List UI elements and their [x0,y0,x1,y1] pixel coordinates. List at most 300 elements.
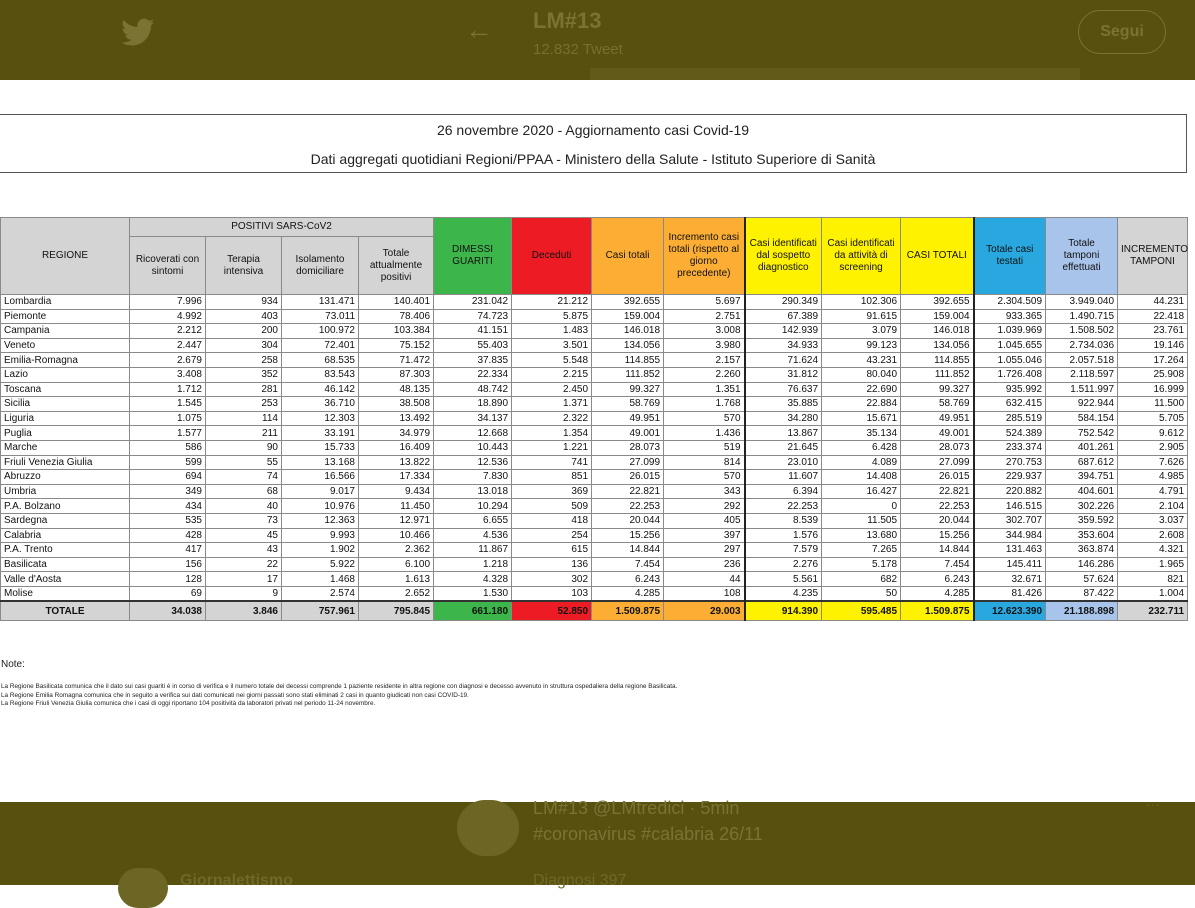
reply-text: #coronavirus #calabria 26/11 [533,824,763,844]
cell-tamponi: 404.601 [1046,484,1118,499]
cell-incremento-tamponi: 4.985 [1118,470,1188,485]
header-ricoverati: Ricoverati con sintomi [130,237,206,295]
cell-terapia: 258 [206,353,282,368]
table-row [1,324,1188,339]
notes-title: Note: [1,659,25,670]
table-row [1,528,1188,543]
cell-isolamento: 15.733 [282,440,359,455]
cell-incremento: 570 [664,411,745,426]
cell-terapia: 253 [206,397,282,412]
cell-sospetto: 290.349 [745,295,822,310]
table-total-row [1,601,1188,621]
cell-screening: 5.178 [822,557,901,572]
cell-incremento: 236 [664,557,745,572]
cell-dimessi: 41.151 [434,324,512,339]
cell-screening: 22.690 [822,382,901,397]
table-body [1,295,1188,621]
cell-screening: 91.615 [822,309,901,324]
cell-dimessi: 661.180 [434,601,512,621]
cell-regione: TOTALE [1,601,130,621]
cell-sospetto: 35.885 [745,397,822,412]
cell-tamponi: 401.261 [1046,440,1118,455]
cell-sospetto: 22.253 [745,499,822,514]
cell-ricoverati: 599 [130,455,206,470]
cell-sospetto: 7.579 [745,543,822,558]
cell-deceduti: 52.850 [512,601,592,621]
back-arrow-icon[interactable]: ← [465,14,493,45]
cell-screening: 35.134 [822,426,901,441]
cell-sospetto: 76.637 [745,382,822,397]
cell-dimessi: 1.530 [434,586,512,601]
cell-ricoverati: 2.212 [130,324,206,339]
twitter-bird-icon[interactable] [120,15,156,51]
header-incremento: Incremento casi totali (rispetto al giorno precedente) [664,218,745,295]
cell-testati: 81.426 [974,586,1046,601]
cell-casi-totali: 28.073 [592,440,664,455]
table-row [1,586,1188,601]
table-row [1,484,1188,499]
cell-isolamento: 100.972 [282,324,359,339]
cell-totale-positivi: 38.508 [359,397,434,412]
table-row [1,411,1188,426]
tweet-count: 12.832 Tweet [533,41,623,58]
cell-terapia: 90 [206,440,282,455]
cell-terapia: 55 [206,455,282,470]
cell-casi-totali-2: 15.256 [901,528,974,543]
cell-incremento: 297 [664,543,745,558]
cell-casi-totali-2: 27.099 [901,455,974,470]
cell-isolamento: 72.401 [282,338,359,353]
header-screening: Casi identificati da attività di screening [822,218,901,295]
cell-ricoverati: 428 [130,528,206,543]
cell-casi-totali-2: 392.655 [901,295,974,310]
cell-testati: 12.623.390 [974,601,1046,621]
cell-casi-totali: 58.769 [592,397,664,412]
cell-terapia: 40 [206,499,282,514]
cell-sospetto: 34.933 [745,338,822,353]
cell-totale-positivi: 795.845 [359,601,434,621]
cell-totale-positivi: 10.466 [359,528,434,543]
more-icon[interactable]: ··· [1146,796,1160,812]
cell-casi-totali-2: 99.327 [901,382,974,397]
cell-testati: 220.882 [974,484,1046,499]
cell-dimessi: 4.536 [434,528,512,543]
note-line: La Regione Friuli Venezia Giulia comunica che i casi di oggi riportano 104 positività da laboratori privati nel periodo 11-24 novembre. [1,700,376,708]
cell-dimessi: 4.328 [434,572,512,587]
cell-incremento-tamponi: 2.905 [1118,440,1188,455]
cell-incremento-tamponi: 232.711 [1118,601,1188,621]
cell-ricoverati: 69 [130,586,206,601]
cell-incremento: 519 [664,440,745,455]
cell-terapia: 9 [206,586,282,601]
cell-incremento: 44 [664,572,745,587]
cell-testati: 131.463 [974,543,1046,558]
cell-ricoverati: 694 [130,470,206,485]
cell-dimessi: 55.403 [434,338,512,353]
cell-tamponi: 353.604 [1046,528,1118,543]
cell-incremento: 29.003 [664,601,745,621]
cell-casi-totali-2: 49.951 [901,411,974,426]
cell-isolamento: 12.303 [282,411,359,426]
cell-terapia: 22 [206,557,282,572]
cell-terapia: 74 [206,470,282,485]
table-row [1,295,1188,310]
cell-regione: Sardegna [1,513,130,528]
header-totale-positivi: Totale attualmente positivi [359,237,434,295]
cell-regione: Marche [1,440,130,455]
header-positivi-group: POSITIVI SARS-CoV2 [130,218,434,237]
cell-isolamento: 12.363 [282,513,359,528]
cell-incremento: 1.351 [664,382,745,397]
cell-isolamento: 13.168 [282,455,359,470]
cell-deceduti: 136 [512,557,592,572]
cell-ricoverati: 4.992 [130,309,206,324]
cell-regione: P.A. Trento [1,543,130,558]
cell-deceduti: 418 [512,513,592,528]
cell-casi-totali: 99.327 [592,382,664,397]
cell-totale-positivi: 13.492 [359,411,434,426]
cell-tamponi: 584.154 [1046,411,1118,426]
cell-casi-totali: 15.256 [592,528,664,543]
cell-regione: P.A. Bolzano [1,499,130,514]
cell-incremento: 108 [664,586,745,601]
cell-casi-totali: 22.821 [592,484,664,499]
cell-deceduti: 509 [512,499,592,514]
cell-deceduti: 1.483 [512,324,592,339]
cell-incremento-tamponi: 2.608 [1118,528,1188,543]
cell-screening: 15.671 [822,411,901,426]
cell-regione: Puglia [1,426,130,441]
table-row [1,426,1188,441]
cell-incremento-tamponi: 4.791 [1118,484,1188,499]
note-line: La Regione Basilicata comunica che il dato sui casi guariti è in corso di verifica e il numero totale dei decessi comprende 1 paziente residente in altra regione con diagnosi e decesso avvenuto in struttura ospedaliera della regione Basilicata. [1,683,678,690]
cell-incremento-tamponi: 5.705 [1118,411,1188,426]
cell-tamponi: 1.490.715 [1046,309,1118,324]
cell-terapia: 73 [206,513,282,528]
cell-incremento: 5.697 [664,295,745,310]
cell-ricoverati: 34.038 [130,601,206,621]
tweet-image-edge [590,68,1080,80]
cell-sospetto: 1.576 [745,528,822,543]
reply-author[interactable]: LM#13 @LMtredici · 5min [533,798,740,818]
cell-isolamento: 5.922 [282,557,359,572]
cell-incremento: 2.751 [664,309,745,324]
cell-sospetto: 5.561 [745,572,822,587]
cell-isolamento: 10.976 [282,499,359,514]
cell-incremento-tamponi: 2.104 [1118,499,1188,514]
next-author[interactable]: Giornalettismo [180,872,293,889]
cell-testati: 933.365 [974,309,1046,324]
header-regione: REGIONE [1,218,130,295]
cell-isolamento: 68.535 [282,353,359,368]
cell-dimessi: 10.443 [434,440,512,455]
cell-casi-totali-2: 159.004 [901,309,974,324]
cell-ricoverati: 535 [130,513,206,528]
cell-ricoverati: 3.408 [130,367,206,382]
cell-totale-positivi: 78.406 [359,309,434,324]
cell-regione: Emilia-Romagna [1,353,130,368]
cell-deceduti: 615 [512,543,592,558]
cell-tamponi: 87.422 [1046,586,1118,601]
cell-screening: 99.123 [822,338,901,353]
cell-deceduti: 1.221 [512,440,592,455]
cell-sospetto: 13.867 [745,426,822,441]
cell-testati: 524.389 [974,426,1046,441]
header-casi-totali-2: CASI TOTALI [901,218,974,295]
cell-screening: 595.485 [822,601,901,621]
note-line: La Regione Emilia Romagna comunica che in seguito a verifica sui dati comunicati nei giorni passati sono stati eliminati 2 casi in quanto giudicati non casi COVID-19. [1,691,469,699]
cell-testati: 1.726.408 [974,367,1046,382]
cell-totale-positivi: 17.334 [359,470,434,485]
cell-dimessi: 10.294 [434,499,512,514]
cell-tamponi: 1.508.502 [1046,324,1118,339]
cell-casi-totali-2: 7.454 [901,557,974,572]
cell-sospetto: 31.812 [745,367,822,382]
cell-casi-totali-2: 4.285 [901,586,974,601]
table-row [1,543,1188,558]
cell-incremento-tamponi: 22.418 [1118,309,1188,324]
cell-totale-positivi: 103.384 [359,324,434,339]
cell-tamponi: 2.118.597 [1046,367,1118,382]
cell-regione: Campania [1,324,130,339]
header-terapia: Terapia intensiva [206,237,282,295]
avatar[interactable] [457,800,519,856]
header-sospetto: Casi identificati dal sospetto diagnostico [745,218,822,295]
cell-regione: Valle d'Aosta [1,572,130,587]
cell-isolamento: 36.710 [282,397,359,412]
cell-testati: 2.304.509 [974,295,1046,310]
cell-dimessi: 22.334 [434,367,512,382]
cell-testati: 32.671 [974,572,1046,587]
report-subtitle: Dati aggregati quotidiani Regioni/PPAA - Ministero della Salute - Istituto Superiore di Sanità [310,151,876,167]
cell-casi-totali-2: 146.018 [901,324,974,339]
cell-isolamento: 1.902 [282,543,359,558]
cell-isolamento: 9.017 [282,484,359,499]
cell-terapia: 3.846 [206,601,282,621]
table-row [1,572,1188,587]
covid-data-table [0,217,1188,621]
table-row [1,513,1188,528]
cell-dimessi: 1.218 [434,557,512,572]
cell-casi-totali: 49.001 [592,426,664,441]
cell-incremento: 3.008 [664,324,745,339]
cell-ricoverati: 128 [130,572,206,587]
cell-casi-totali: 20.044 [592,513,664,528]
table-row [1,309,1188,324]
cell-screening: 14.408 [822,470,901,485]
cell-screening: 43.231 [822,353,901,368]
cell-casi-totali: 1.509.875 [592,601,664,621]
cell-screening: 0 [822,499,901,514]
report-title-box [0,114,1187,173]
cell-casi-totali-2: 49.001 [901,426,974,441]
cell-casi-totali: 4.285 [592,586,664,601]
cell-casi-totali: 14.844 [592,543,664,558]
cell-regione: Toscana [1,382,130,397]
cell-terapia: 17 [206,572,282,587]
cell-casi-totali: 159.004 [592,309,664,324]
cell-testati: 935.992 [974,382,1046,397]
cell-casi-totali-2: 6.243 [901,572,974,587]
cell-tamponi: 752.542 [1046,426,1118,441]
cell-testati: 270.753 [974,455,1046,470]
cell-isolamento: 16.566 [282,470,359,485]
cell-incremento-tamponi: 44.231 [1118,295,1188,310]
cell-testati: 344.984 [974,528,1046,543]
cell-sospetto: 11.607 [745,470,822,485]
cell-tamponi: 2.057.518 [1046,353,1118,368]
cell-regione: Piemonte [1,309,130,324]
cell-dimessi: 7.830 [434,470,512,485]
cell-terapia: 45 [206,528,282,543]
cell-regione: Lazio [1,367,130,382]
table-row [1,557,1188,572]
cell-incremento-tamponi: 16.999 [1118,382,1188,397]
cell-incremento: 292 [664,499,745,514]
cell-incremento: 3.980 [664,338,745,353]
cell-isolamento: 131.471 [282,295,359,310]
cell-incremento: 814 [664,455,745,470]
cell-totale-positivi: 9.434 [359,484,434,499]
cell-testati: 302.707 [974,513,1046,528]
cell-regione: Abruzzo [1,470,130,485]
cell-incremento: 2.157 [664,353,745,368]
cell-testati: 285.519 [974,411,1046,426]
cell-isolamento: 1.468 [282,572,359,587]
cell-dimessi: 13.018 [434,484,512,499]
cell-dimessi: 18.890 [434,397,512,412]
cell-isolamento: 33.191 [282,426,359,441]
cell-ricoverati: 2.679 [130,353,206,368]
cell-totale-positivi: 2.652 [359,586,434,601]
cell-totale-positivi: 12.971 [359,513,434,528]
cell-sospetto: 2.276 [745,557,822,572]
cell-totale-positivi: 75.152 [359,338,434,353]
cell-terapia: 281 [206,382,282,397]
cell-terapia: 68 [206,484,282,499]
cell-casi-totali: 27.099 [592,455,664,470]
cell-casi-totali-2: 14.844 [901,543,974,558]
cell-regione: Lombardia [1,295,130,310]
cell-dimessi: 12.668 [434,426,512,441]
cell-ricoverati: 156 [130,557,206,572]
follow-button[interactable]: Segui [1078,10,1166,54]
cell-deceduti: 851 [512,470,592,485]
cell-incremento: 570 [664,470,745,485]
cell-totale-positivi: 6.100 [359,557,434,572]
avatar[interactable] [118,868,168,908]
cell-isolamento: 83.543 [282,367,359,382]
cell-isolamento: 2.574 [282,586,359,601]
cell-ricoverati: 7.996 [130,295,206,310]
cell-tamponi: 687.612 [1046,455,1118,470]
cell-casi-totali-2: 22.821 [901,484,974,499]
cell-incremento-tamponi: 3.037 [1118,513,1188,528]
cell-screening: 80.040 [822,367,901,382]
cell-incremento: 1.436 [664,426,745,441]
header-incremento-tamponi: INCREMENTO TAMPONI [1118,218,1188,295]
cell-deceduti: 21.212 [512,295,592,310]
cell-regione: Veneto [1,338,130,353]
cell-ricoverati: 2.447 [130,338,206,353]
cell-regione: Umbria [1,484,130,499]
cell-casi-totali-2: 58.769 [901,397,974,412]
cell-totale-positivi: 16.409 [359,440,434,455]
cell-screening: 16.427 [822,484,901,499]
cell-dimessi: 34.137 [434,411,512,426]
cell-tamponi: 363.874 [1046,543,1118,558]
cell-testati: 1.039.969 [974,324,1046,339]
cell-tamponi: 3.949.040 [1046,295,1118,310]
cell-incremento: 397 [664,528,745,543]
cell-casi-totali: 134.056 [592,338,664,353]
cell-testati: 145.411 [974,557,1046,572]
cell-screening: 22.884 [822,397,901,412]
cell-isolamento: 757.961 [282,601,359,621]
cell-casi-totali: 26.015 [592,470,664,485]
cell-incremento: 2.260 [664,367,745,382]
header-deceduti: Deceduti [512,218,592,295]
cell-screening: 7.265 [822,543,901,558]
cell-incremento-tamponi: 19.146 [1118,338,1188,353]
cell-deceduti: 1.371 [512,397,592,412]
header-tamponi: Totale tamponi effettuati [1046,218,1118,295]
cell-dimessi: 12.536 [434,455,512,470]
cell-testati: 233.374 [974,440,1046,455]
cell-incremento: 1.768 [664,397,745,412]
cell-sospetto: 6.394 [745,484,822,499]
cell-testati: 1.055.046 [974,353,1046,368]
cell-totale-positivi: 13.822 [359,455,434,470]
cell-casi-totali: 114.855 [592,353,664,368]
cell-deceduti: 2.322 [512,411,592,426]
cell-deceduti: 5.548 [512,353,592,368]
cell-casi-totali-2: 26.015 [901,470,974,485]
cell-casi-totali-2: 111.852 [901,367,974,382]
cell-incremento-tamponi: 11.500 [1118,397,1188,412]
cell-casi-totali-2: 114.855 [901,353,974,368]
cell-incremento-tamponi: 821 [1118,572,1188,587]
cell-tamponi: 1.511.997 [1046,382,1118,397]
cell-deceduti: 741 [512,455,592,470]
cell-incremento: 343 [664,484,745,499]
cell-ricoverati: 434 [130,499,206,514]
cell-casi-totali: 49.951 [592,411,664,426]
cell-casi-totali: 6.243 [592,572,664,587]
cell-casi-totali: 146.018 [592,324,664,339]
cell-casi-totali-2: 28.073 [901,440,974,455]
cell-sospetto: 67.389 [745,309,822,324]
cell-deceduti: 369 [512,484,592,499]
cell-casi-totali-2: 134.056 [901,338,974,353]
cell-dimessi: 11.867 [434,543,512,558]
cell-deceduti: 254 [512,528,592,543]
cell-dimessi: 74.723 [434,309,512,324]
cell-sospetto: 142.939 [745,324,822,339]
cell-testati: 1.045.655 [974,338,1046,353]
cell-tamponi: 57.624 [1046,572,1118,587]
table-row [1,397,1188,412]
header-isolamento: Isolamento domiciliare [282,237,359,295]
header-casi-totali: Casi totali [592,218,664,295]
cell-terapia: 934 [206,295,282,310]
header-dimessi: DIMESSI GUARITI [434,218,512,295]
cell-terapia: 200 [206,324,282,339]
cell-totale-positivi: 1.613 [359,572,434,587]
cell-screening: 102.306 [822,295,901,310]
cell-testati: 632.415 [974,397,1046,412]
cell-incremento: 405 [664,513,745,528]
